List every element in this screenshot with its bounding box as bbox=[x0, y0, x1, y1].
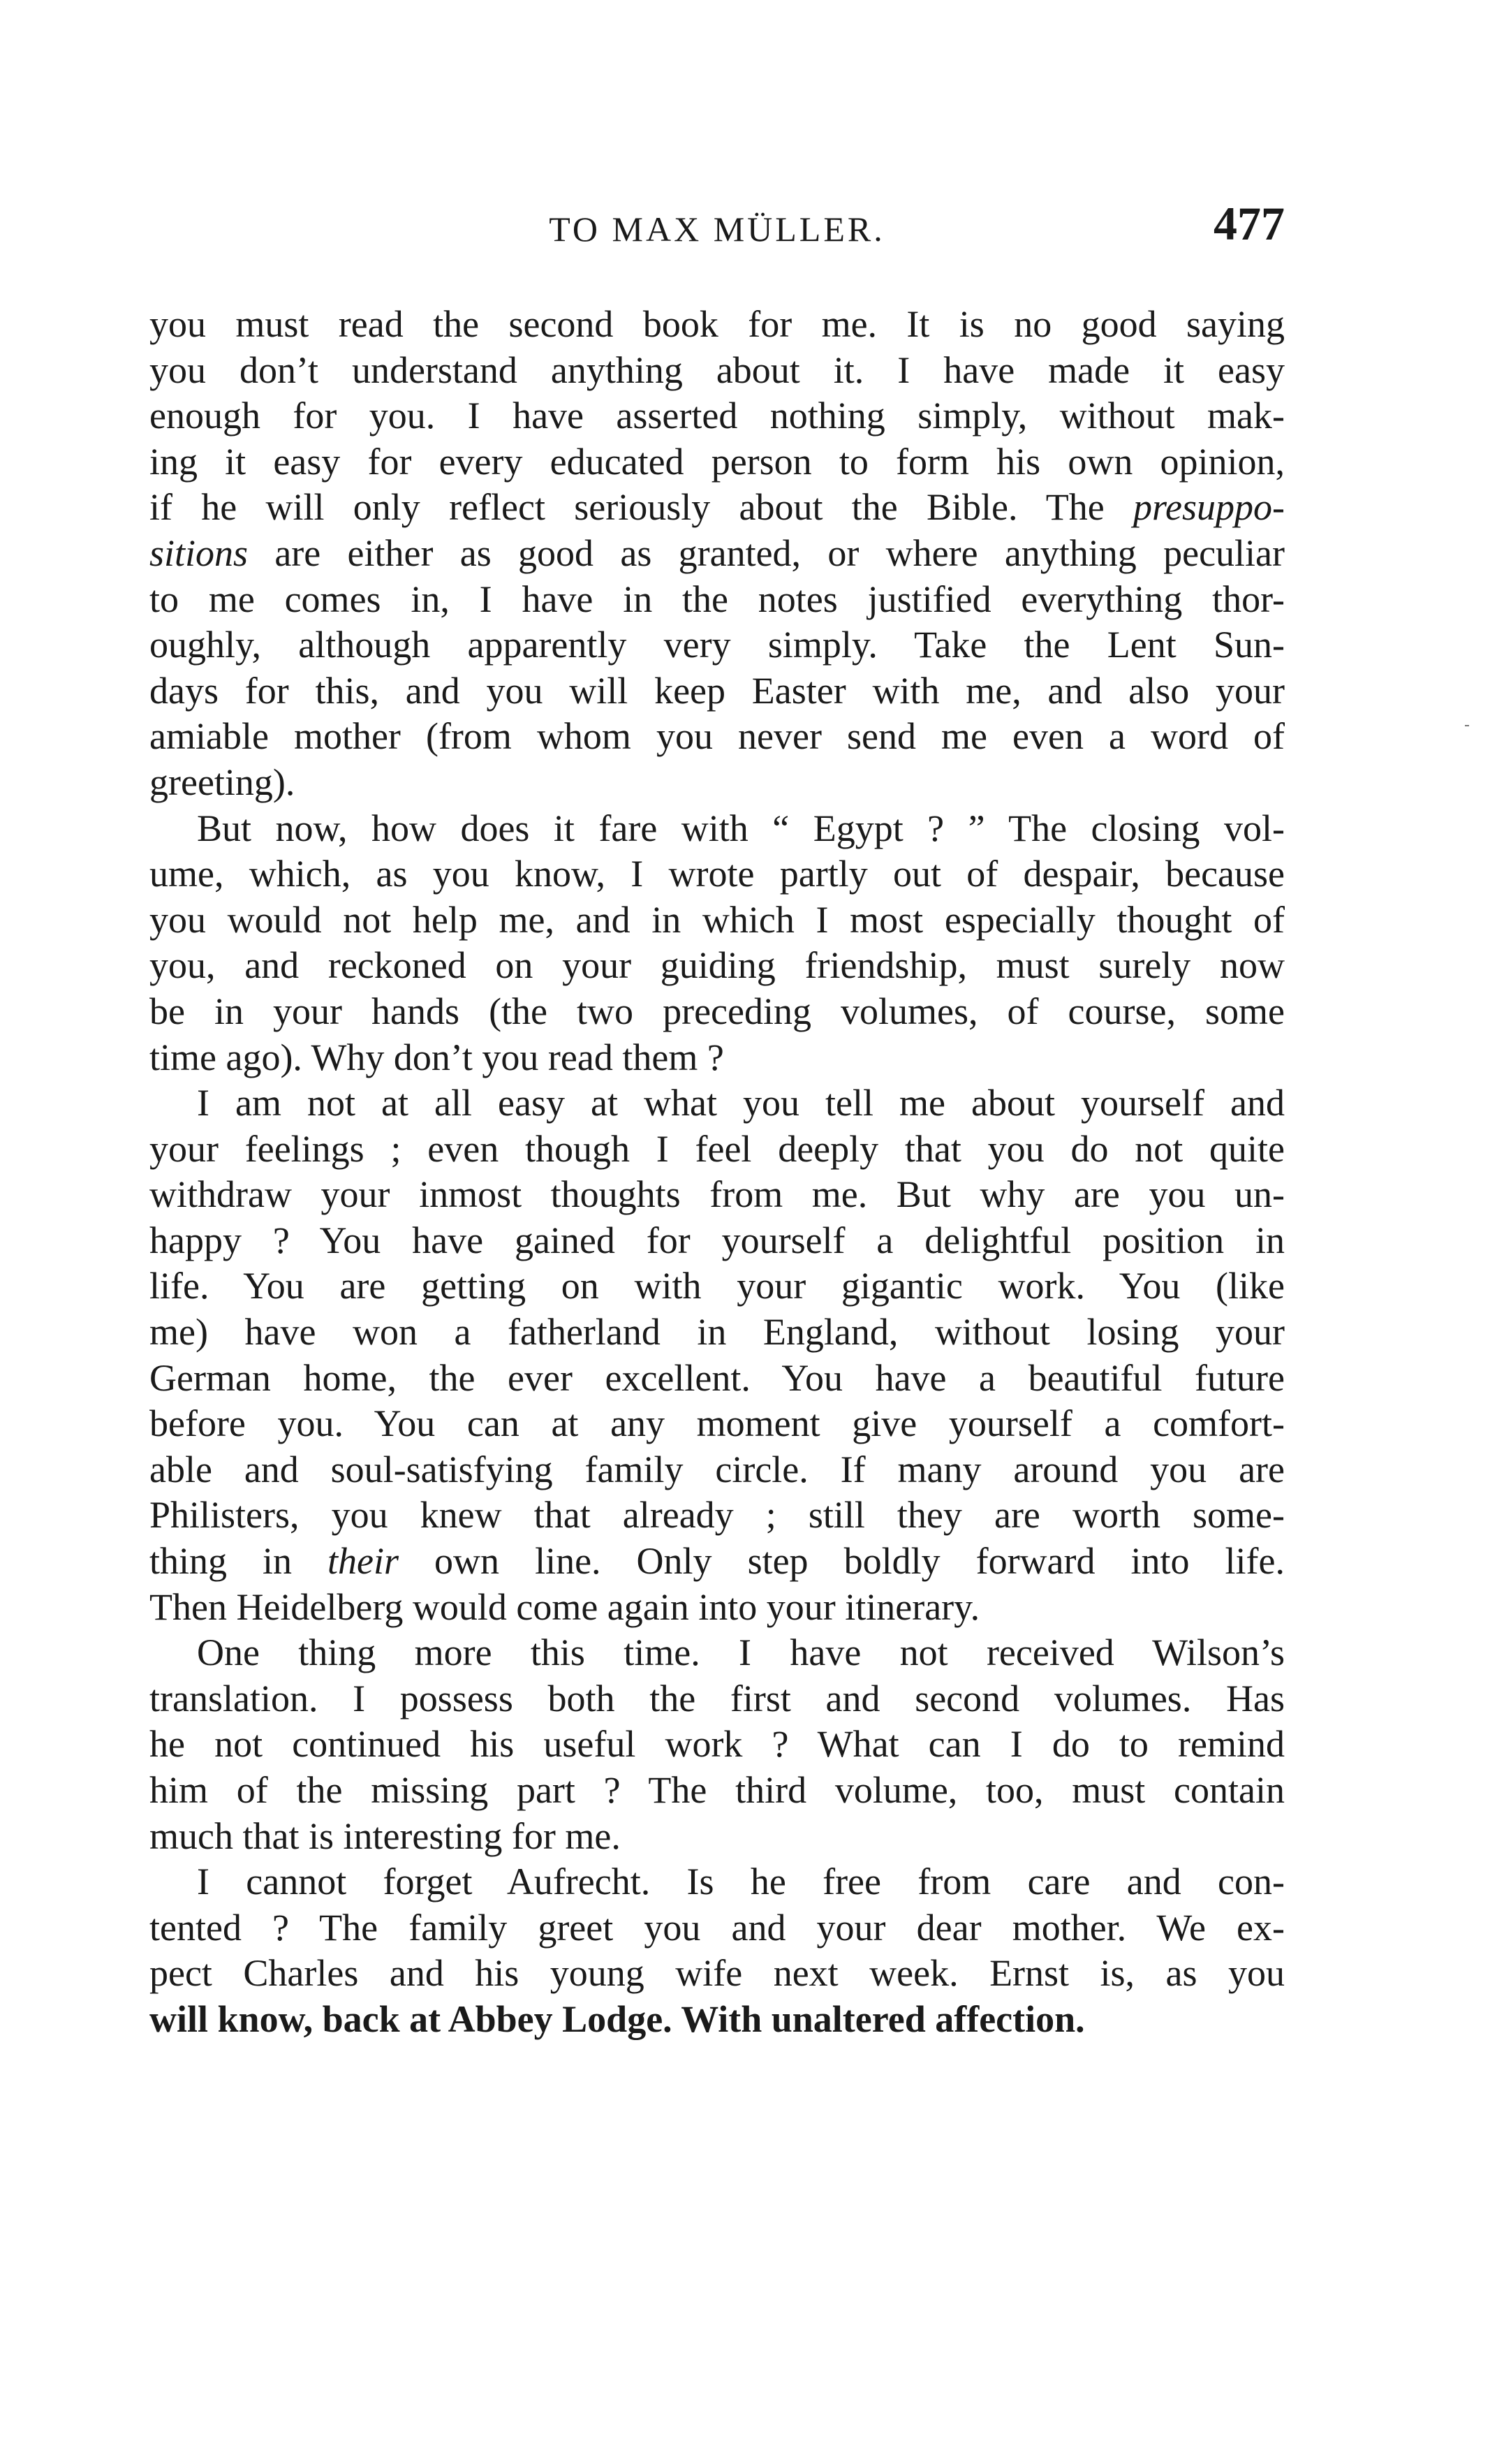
text-line: ume, which, as you know, I wrote partly out of despair, because bbox=[149, 853, 1285, 895]
running-title: TO MAX MÜLLER. bbox=[549, 210, 885, 249]
text-line: days for this, and you will keep Easter with me, and also your bbox=[149, 669, 1285, 712]
text-line: oughly, although apparently very simply. Take the Lent Sun- bbox=[149, 624, 1285, 666]
text-line: to me comes in, I have in the notes justified everything thor- bbox=[149, 578, 1285, 620]
paragraph-2 bbox=[149, 806, 1285, 1081]
text-line: you would not help me, and in which I most especially thought of bbox=[149, 898, 1285, 941]
text-line: amiable mother (from whom you never send me even a word of bbox=[149, 715, 1285, 758]
letter-body bbox=[149, 302, 1285, 2043]
text-line: withdraw your inmost thoughts from me. But why are you un- bbox=[149, 1173, 1285, 1216]
text-line: happy ? You have gained for yourself a delightful position in bbox=[149, 1219, 1285, 1261]
text-line: your feelings ; even though I feel deeply that you do not quite bbox=[149, 1127, 1285, 1170]
text-line: time ago). Why don’t you read them ? bbox=[149, 1036, 724, 1078]
text-line: I cannot forget Aufrecht. Is he free from care and con- bbox=[197, 1861, 1285, 1903]
text-line: enough for you. I have asserted nothing simply, without mak- bbox=[149, 395, 1285, 437]
running-head bbox=[149, 197, 1285, 257]
paragraph-3 bbox=[149, 1080, 1285, 1630]
page-number: 477 bbox=[1214, 197, 1285, 250]
text-line: you, and reckoned on your guiding friendship, must surely now bbox=[149, 944, 1285, 987]
text-line: pect Charles and his young wife next week. Ernst is, as you bbox=[149, 1952, 1285, 1995]
text-line: be in your hands (the two preceding volumes, of course, some bbox=[149, 990, 1285, 1032]
text-line: I am not at all easy at what you tell me about yourself and bbox=[197, 1082, 1285, 1124]
text-line: you don’t understand anything about it. I have made it easy bbox=[149, 349, 1285, 391]
paragraph-1 bbox=[149, 302, 1285, 806]
text-line: much that is interesting for me. bbox=[149, 1814, 621, 1857]
text-line: able and soul-satisfying family circle. If many around you are bbox=[149, 1448, 1285, 1490]
text-line: you must read the second book for me. It is no good saying bbox=[149, 303, 1285, 345]
text-line: German home, the ever excellent. You have a beautiful future bbox=[149, 1356, 1285, 1399]
closing-line: will know, back at Abbey Lodge. With unaltered affection. bbox=[149, 1997, 1085, 2040]
text-line-italic-their: thing in their own line. Only step boldly forward into life. bbox=[149, 1540, 1285, 1583]
text-line: him of the missing part ? The third volume, too, must contain bbox=[149, 1769, 1285, 1811]
paragraph-5 bbox=[149, 1859, 1285, 2042]
text-line: tented ? The family greet you and your dear mother. We ex- bbox=[149, 1906, 1285, 1949]
text-line: But now, how does it fare with “ Egypt ? ” The closing vol- bbox=[197, 807, 1285, 849]
text-line: Then Heidelberg would come again into your itinerary. bbox=[149, 1585, 980, 1628]
text-line: me) have won a fatherland in England, without losing your bbox=[149, 1311, 1285, 1354]
text-line: translation. I possess both the first and second volumes. Has bbox=[149, 1677, 1285, 1719]
text-line: ing it easy for every educated person to form his own opinion, bbox=[149, 440, 1285, 483]
text-line: life. You are getting on with your gigantic work. You (like bbox=[149, 1265, 1285, 1307]
text-line-italic-sitions: sitions are either as good as granted, or where anything peculiar bbox=[149, 531, 1285, 574]
text-line: he not continued his useful work ? What can I do to remind bbox=[149, 1723, 1285, 1766]
text-line: One thing more this time. I have not received Wilson’s bbox=[197, 1631, 1285, 1674]
text-line: greeting). bbox=[149, 761, 295, 803]
text-line-italic-presuppo: if he will only reflect seriously about the Bible. The presuppo- bbox=[149, 486, 1285, 529]
margin-speck bbox=[1465, 725, 1469, 726]
paragraph-4 bbox=[149, 1630, 1285, 1859]
text-line: Philisters, you knew that already ; still they are worth some- bbox=[149, 1494, 1285, 1537]
text-line: before you. You can at any moment give yourself a comfort- bbox=[149, 1402, 1285, 1445]
